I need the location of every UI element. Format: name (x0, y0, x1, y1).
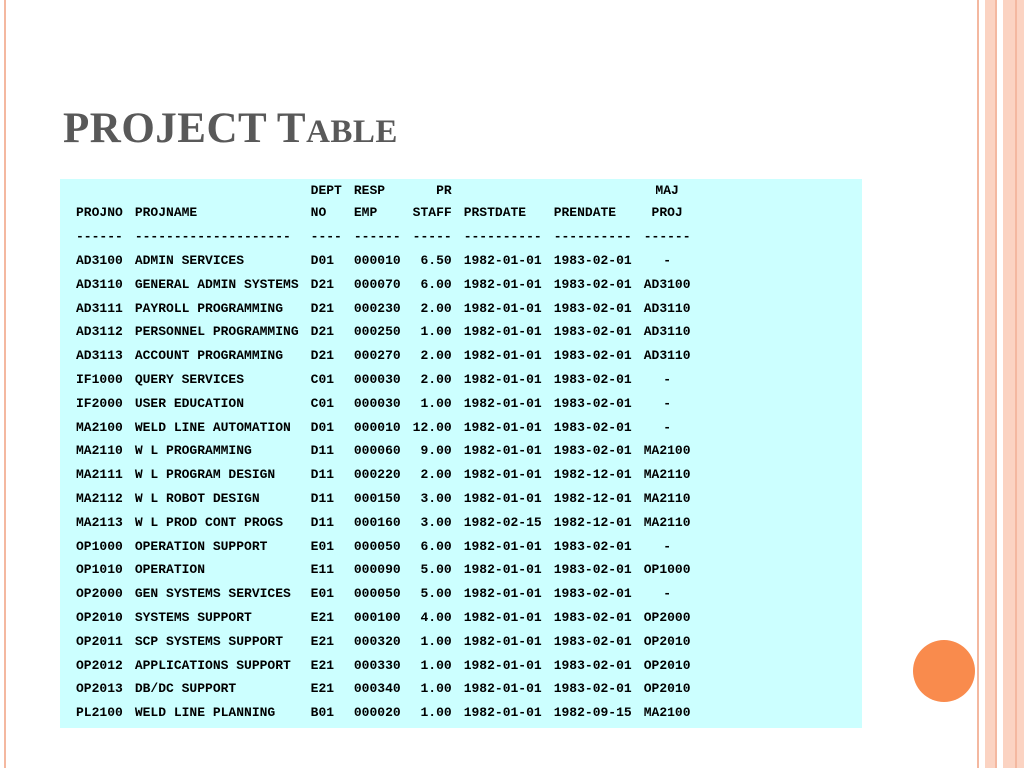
separator-cell-maj: ------ (643, 229, 691, 245)
cell-projno: AD3113 (76, 348, 123, 364)
cell-prendate: 1983-02-01 (553, 538, 632, 554)
cell-projname: W L PROD CONT PROGS (134, 514, 284, 530)
cell-prstdate: 1982-01-01 (463, 324, 542, 340)
cell-staff: 6.50 (420, 252, 452, 268)
left-border-rule (4, 0, 6, 768)
header-cell-maj: PROJ (651, 205, 683, 221)
cell-projno: OP1000 (76, 538, 123, 554)
cell-resp: 000230 (353, 300, 401, 316)
cell-prendate: 1983-02-01 (553, 252, 632, 268)
decorative-stripe (995, 0, 997, 768)
cell-dept: D21 (310, 348, 335, 364)
cell-prendate: 1983-02-01 (553, 657, 632, 673)
separator-cell-staff: ----- (412, 229, 452, 245)
cell-resp: 000030 (353, 371, 401, 387)
table-row (70, 606, 697, 630)
cell-projno: MA2110 (76, 443, 123, 459)
header-cell-staff: STAFF (412, 205, 452, 221)
cell-prstdate: 1982-01-01 (463, 252, 542, 268)
cell-prendate: 1982-12-01 (553, 467, 632, 483)
project-table (70, 179, 697, 725)
table-row (70, 534, 697, 558)
cell-projname: GEN SYSTEMS SERVICES (134, 586, 291, 602)
table-row (70, 249, 697, 273)
cell-staff: 2.00 (420, 371, 452, 387)
cell-prstdate: 1982-01-01 (463, 348, 542, 364)
cell-maj: - (663, 586, 672, 602)
cell-dept: D11 (310, 443, 335, 459)
cell-resp: 000010 (353, 419, 401, 435)
cell-staff: 6.00 (420, 276, 452, 292)
cell-maj: AD3110 (643, 300, 691, 316)
table-row (70, 391, 697, 415)
cell-maj: - (663, 371, 672, 387)
cell-resp: 000270 (353, 348, 401, 364)
cell-prstdate: 1982-01-01 (463, 633, 542, 649)
cell-projname: PERSONNEL PROGRAMMING (134, 324, 299, 340)
cell-staff: 1.00 (420, 657, 452, 673)
cell-projname: USER EDUCATION (134, 395, 245, 411)
cell-dept: D11 (310, 467, 335, 483)
cell-staff: 9.00 (420, 443, 452, 459)
cell-projno: IF2000 (76, 395, 123, 411)
cell-staff: 1.00 (420, 395, 452, 411)
cell-staff: 1.00 (420, 681, 452, 697)
cell-prendate: 1983-02-01 (553, 276, 632, 292)
slide-title (63, 104, 398, 153)
cell-resp: 000010 (353, 252, 401, 268)
cell-staff: 5.00 (420, 562, 452, 578)
cell-dept: C01 (310, 395, 335, 411)
cell-staff: 1.00 (420, 324, 452, 340)
cell-resp: 000320 (353, 633, 401, 649)
table-row (70, 368, 697, 392)
cell-projno: PL2100 (76, 705, 123, 721)
cell-staff: 1.00 (420, 705, 452, 721)
header-top-cell-projno (70, 179, 129, 201)
cell-staff: 12.00 (412, 419, 452, 435)
cell-projno: OP2010 (76, 609, 123, 625)
table-row (70, 677, 697, 701)
table-row (70, 320, 697, 344)
cell-prendate: 1982-12-01 (553, 490, 632, 506)
cell-projno: OP2012 (76, 657, 123, 673)
cell-prendate: 1982-09-15 (553, 705, 632, 721)
cell-dept: D21 (310, 276, 335, 292)
cell-prendate: 1983-02-01 (553, 609, 632, 625)
cell-projno: OP2013 (76, 681, 123, 697)
table-row (70, 582, 697, 606)
cell-resp: 000020 (353, 705, 401, 721)
cell-projname: OPERATION SUPPORT (134, 538, 268, 554)
table-row (70, 653, 697, 677)
cell-dept: C01 (310, 371, 335, 387)
decorative-stripe (1003, 0, 1015, 768)
cell-dept: D21 (310, 324, 335, 340)
cell-resp: 000030 (353, 395, 401, 411)
header-row-bottom (70, 201, 697, 225)
cell-prstdate: 1982-01-01 (463, 657, 542, 673)
cell-resp: 000250 (353, 324, 401, 340)
cell-prstdate: 1982-01-01 (463, 419, 542, 435)
table-row (70, 439, 697, 463)
decorative-stripe (1017, 0, 1024, 768)
cell-dept: D11 (310, 514, 335, 530)
cell-prstdate: 1982-01-01 (463, 467, 542, 483)
cell-maj: - (663, 395, 672, 411)
cell-projno: MA2113 (76, 514, 123, 530)
cell-prendate: 1983-02-01 (553, 300, 632, 316)
cell-prendate: 1982-12-01 (553, 514, 632, 530)
cell-maj: OP2010 (643, 657, 691, 673)
table-row (70, 629, 697, 653)
cell-staff: 2.00 (420, 348, 452, 364)
cell-staff: 2.00 (420, 300, 452, 316)
cell-projname: SCP SYSTEMS SUPPORT (134, 633, 284, 649)
cell-resp: 000070 (353, 276, 401, 292)
separator-cell-prendate: ---------- (553, 229, 632, 245)
cell-projname: WELD LINE AUTOMATION (134, 419, 291, 435)
cell-maj: MA2110 (643, 467, 691, 483)
cell-maj: OP2000 (643, 609, 691, 625)
cell-prstdate: 1982-01-01 (463, 371, 542, 387)
cell-dept: E01 (310, 586, 335, 602)
cell-prendate: 1983-02-01 (553, 348, 632, 364)
cell-projname: WELD LINE PLANNING (134, 705, 276, 721)
cell-projname: ADMIN SERVICES (134, 252, 245, 268)
cell-staff: 5.00 (420, 586, 452, 602)
cell-prstdate: 1982-01-01 (463, 609, 542, 625)
cell-prstdate: 1982-01-01 (463, 538, 542, 554)
header-top-cell-prendate (548, 179, 638, 201)
separator-cell-prstdate: ---------- (463, 229, 542, 245)
cell-staff: 1.00 (420, 633, 452, 649)
cell-projname: W L PROGRAMMING (134, 443, 252, 459)
cell-dept: E21 (310, 657, 335, 673)
cell-staff: 3.00 (420, 490, 452, 506)
table-row (70, 558, 697, 582)
cell-resp: 000090 (353, 562, 401, 578)
header-top-cell-projname (129, 179, 305, 201)
header-separator-row (70, 225, 697, 249)
cell-prendate: 1983-02-01 (553, 681, 632, 697)
cell-projname: PAYROLL PROGRAMMING (134, 300, 284, 316)
table-row (70, 701, 697, 725)
cell-projname: W L ROBOT DESIGN (134, 490, 260, 506)
header-cell-projname: PROJNAME (134, 205, 198, 221)
cell-prendate: 1983-02-01 (553, 586, 632, 602)
cell-staff: 2.00 (420, 467, 452, 483)
cell-dept: D21 (310, 300, 335, 316)
cell-prstdate: 1982-02-15 (463, 514, 542, 530)
cell-prendate: 1983-02-01 (553, 419, 632, 435)
header-cell-prstdate: PRSTDATE (463, 205, 527, 221)
cell-prstdate: 1982-01-01 (463, 586, 542, 602)
cell-staff: 6.00 (420, 538, 452, 554)
cell-staff: 3.00 (420, 514, 452, 530)
header-row-top (70, 179, 697, 201)
decorative-stripe (985, 0, 995, 768)
cell-prstdate: 1982-01-01 (463, 276, 542, 292)
slide-title-main: PROJECT T (63, 105, 307, 152)
cell-dept: E01 (310, 538, 335, 554)
separator-cell-projname: -------------------- (134, 229, 291, 245)
cell-maj: OP2010 (643, 681, 691, 697)
cell-dept: D11 (310, 490, 335, 506)
cell-maj: AD3100 (643, 276, 691, 292)
cell-projno: IF1000 (76, 371, 123, 387)
header-top-cell-dept: DEPT (310, 182, 342, 198)
cell-dept: E21 (310, 633, 335, 649)
cell-projno: MA2111 (76, 467, 123, 483)
cell-resp: 000330 (353, 657, 401, 673)
cell-resp: 000160 (353, 514, 401, 530)
cell-resp: 000050 (353, 586, 401, 602)
header-top-cell-staff: PR (436, 182, 452, 198)
cell-prstdate: 1982-01-01 (463, 300, 542, 316)
table-body (70, 249, 697, 725)
cell-prstdate: 1982-01-01 (463, 562, 542, 578)
separator-cell-projno: ------ (76, 229, 123, 245)
table-row (70, 463, 697, 487)
cell-maj: AD3110 (643, 324, 691, 340)
cell-resp: 000100 (353, 609, 401, 625)
cell-prstdate: 1982-01-01 (463, 443, 542, 459)
separator-cell-resp: ------ (353, 229, 401, 245)
cell-prstdate: 1982-01-01 (463, 705, 542, 721)
table-row (70, 487, 697, 511)
table-row (70, 415, 697, 439)
cell-resp: 000060 (353, 443, 401, 459)
decorative-stripe (977, 0, 979, 768)
cell-projno: MA2100 (76, 419, 123, 435)
cell-prendate: 1983-02-01 (553, 395, 632, 411)
cell-prstdate: 1982-01-01 (463, 681, 542, 697)
cell-projname: W L PROGRAM DESIGN (134, 467, 276, 483)
slide-title-small-caps: ABLE (306, 114, 398, 150)
table-row (70, 344, 697, 368)
cell-maj: AD3110 (643, 348, 691, 364)
header-top-cell-maj: MAJ (655, 182, 679, 198)
cell-projno: MA2112 (76, 490, 123, 506)
accent-circle (913, 640, 975, 702)
cell-projno: AD3112 (76, 324, 123, 340)
cell-dept: D01 (310, 252, 335, 268)
cell-maj: MA2110 (643, 490, 691, 506)
cell-projno: OP2011 (76, 633, 123, 649)
cell-prendate: 1983-02-01 (553, 562, 632, 578)
cell-maj: - (663, 252, 672, 268)
cell-projname: ACCOUNT PROGRAMMING (134, 348, 284, 364)
cell-projno: AD3110 (76, 276, 123, 292)
header-top-cell-prstdate (458, 179, 548, 201)
cell-dept: E21 (310, 681, 335, 697)
header-cell-dept: NO (310, 205, 327, 221)
header-top-cell-resp: RESP (353, 182, 386, 198)
cell-dept: D01 (310, 419, 335, 435)
header-cell-resp: EMP (353, 205, 378, 221)
cell-maj: MA2110 (643, 514, 691, 530)
cell-projname: DB/DC SUPPORT (134, 681, 237, 697)
cell-maj: OP1000 (643, 562, 691, 578)
cell-dept: E21 (310, 609, 335, 625)
cell-dept: B01 (310, 705, 335, 721)
header-cell-prendate: PRENDATE (553, 205, 617, 221)
cell-projno: AD3111 (76, 300, 123, 316)
table-row (70, 296, 697, 320)
cell-resp: 000220 (353, 467, 401, 483)
cell-prendate: 1983-02-01 (553, 443, 632, 459)
table-row (70, 510, 697, 534)
cell-maj: MA2100 (643, 443, 691, 459)
cell-projno: OP1010 (76, 562, 123, 578)
separator-cell-dept: ---- (310, 229, 342, 245)
project-table-panel (60, 179, 862, 728)
cell-maj: - (663, 419, 672, 435)
cell-prstdate: 1982-01-01 (463, 490, 542, 506)
cell-projname: APPLICATIONS SUPPORT (134, 657, 291, 673)
cell-prendate: 1983-02-01 (553, 371, 632, 387)
cell-projno: OP2000 (76, 586, 123, 602)
header-cell-projno: PROJNO (76, 205, 123, 221)
cell-staff: 4.00 (420, 609, 452, 625)
cell-resp: 000340 (353, 681, 401, 697)
cell-projname: OPERATION (134, 562, 206, 578)
table-header (70, 179, 697, 249)
cell-prstdate: 1982-01-01 (463, 395, 542, 411)
cell-maj: - (663, 538, 672, 554)
cell-dept: E11 (310, 562, 335, 578)
cell-prendate: 1983-02-01 (553, 633, 632, 649)
cell-projname: GENERAL ADMIN SYSTEMS (134, 276, 299, 292)
cell-projno: AD3100 (76, 252, 123, 268)
cell-prendate: 1983-02-01 (553, 324, 632, 340)
cell-maj: MA2100 (643, 705, 691, 721)
cell-maj: OP2010 (643, 633, 691, 649)
cell-projname: QUERY SERVICES (134, 371, 245, 387)
cell-resp: 000150 (353, 490, 401, 506)
cell-projname: SYSTEMS SUPPORT (134, 609, 252, 625)
cell-resp: 000050 (353, 538, 401, 554)
table-row (70, 272, 697, 296)
